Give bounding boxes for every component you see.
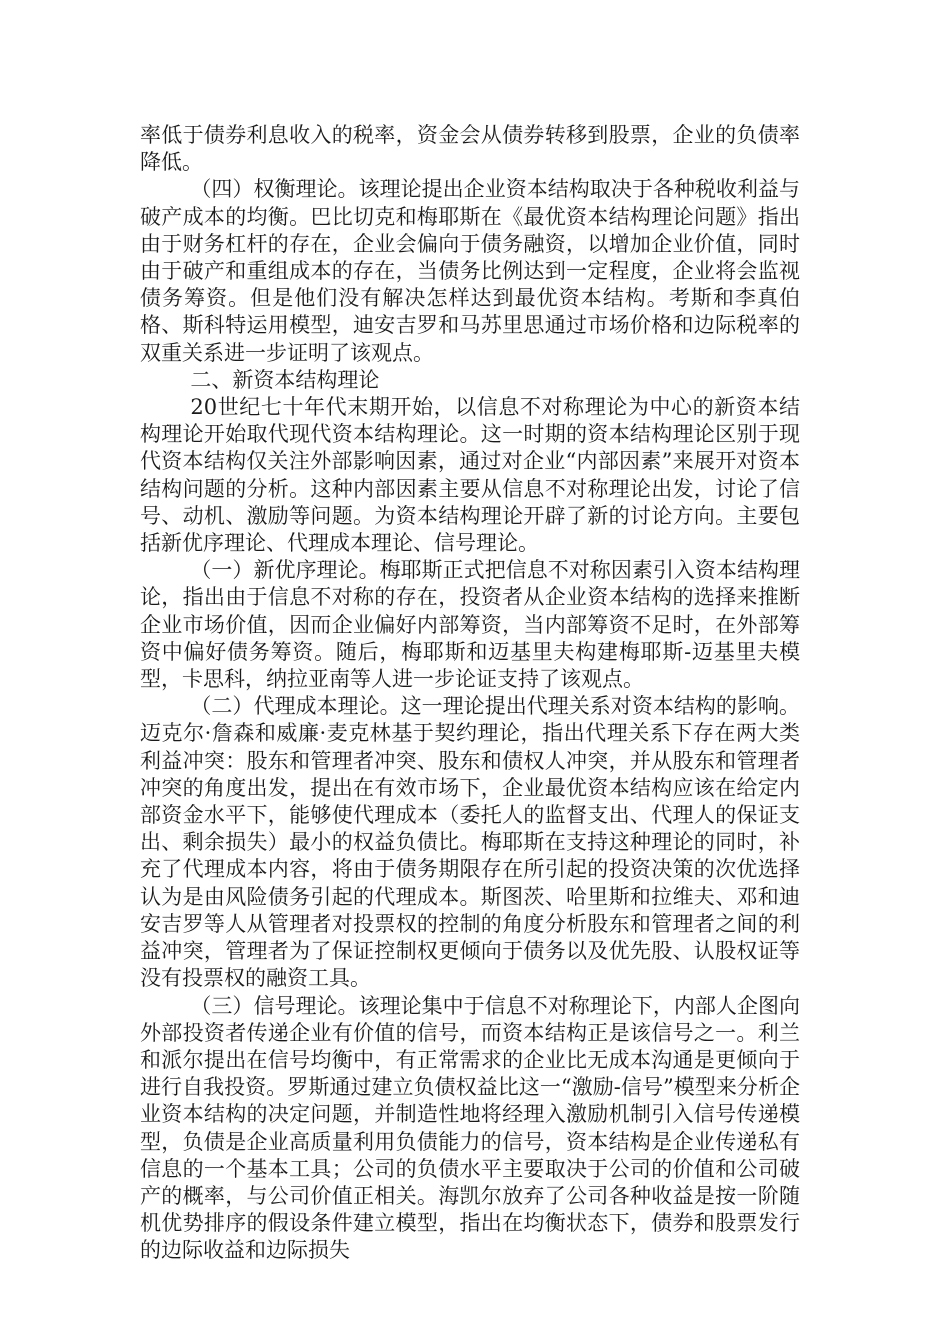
section-heading: 二、新资本结构理论	[190, 367, 380, 392]
paragraph-pecking-order-theory: （一）新优序理论。梅耶斯正式把信息不对称因素引入资本结构理论，指出由于信息不对称的存在，投资者从企业资本结构的选择来推断企业市场价值，因而企业偏好内部筹资，当内部筹资不足时，在外部筹资中偏好债务筹资。随后，梅耶斯和迈基里夫构建梅耶斯-迈基里夫模型，卡思科，纳拉亚南等人进一步论证支持了该观点。	[140, 558, 800, 692]
paragraph-tradeoff-theory: （四）权衡理论。该理论提出企业资本结构取决于各种税收利益与破产成本的均衡。巴比切克和梅耶斯在《最优资本结构理论问题》指出由于财务杠杆的存在，企业会偏向于债务融资，以增加企业价值，同时由于破产和重组成本的存在，当债务比例达到一定程度，企业将会监视债务筹资。但是他们没有解决怎样达到最优资本结构。考斯和李真伯格、斯科特运用模型，迪安吉罗和马苏里思通过市场价格和边际税率的双重关系进一步证明了该观点。	[140, 177, 800, 365]
document-page	[140, 122, 800, 1265]
paragraph-agency-cost-theory: （二）代理成本理论。这一理论提出代理关系对资本结构的影响。迈克尔·詹森和威廉·麦克林基于契约理论，指出代理关系下存在两大类利益冲突：股东和管理者冲突、股东和债权人冲突，并从股东和管理者冲突的角度出发，提出在有效市场下，企业最优资本结构应该在给定内部资金水平下，能够使代理成本（委托人的监督支出、代理人的保证支出、剩余损失）最小的权益负债比。梅耶斯在支持这种理论的同时，补充了代理成本内容，将由于债务期限存在所引起的投资决策的次优选择认为是由风险债务引起的代理成本。斯图茨、哈里斯和拉维夫、邓和迪安吉罗等人从管理者对投票权的控制的角度分析股东和管理者之间的利益冲突，管理者为了保证控制权更倾向于债务以及优先股、认股权证等没有投票权的融资工具。	[140, 694, 800, 991]
paragraph-new-capital-structure-intro: 20世纪七十年代末期开始，以信息不对称理论为中心的新资本结构理论开始取代现代资本结构理论。这一时期的资本结构理论区别于现代资本结构仅关注外部影响因素，通过对企业“内部因素”来展开对资本结构问题的分析。这种内部因素主要从信息不对称理论出发，讨论了信号、动机、激励等问题。为资本结构理论开辟了新的讨论方向。主要包括新优序理论、代理成本理论、信号理论。	[140, 395, 800, 556]
paragraph-continuation: 率低于债券利息收入的税率，资金会从债券转移到股票，企业的负债率降低。	[140, 123, 800, 175]
paragraph-signaling-theory: （三）信号理论。该理论集中于信息不对称理论下，内部人企图向外部投资者传递企业有价值的信号，而资本结构正是该信号之一。利兰和派尔提出在信号均衡中，有正常需求的企业比无成本沟通是更倾向于进行自我投资。罗斯通过建立负债权益比这一“激励-信号”模型来分析企业资本结构的决定问题，并制造性地将经理入激励机制引入信号传递模型，负债是企业高质量利用负债能力的信号，资本结构是企业传递私有信息的一个基本工具；公司的负债水平主要取决于公司的价值和公司破产的概率，与公司价值正相关。海凯尔放弃了公司各种收益是按一阶随机优势排序的假设条件建立模型，指出在均衡状态下，债券和股票发行的边际收益和边际损失	[140, 993, 800, 1263]
